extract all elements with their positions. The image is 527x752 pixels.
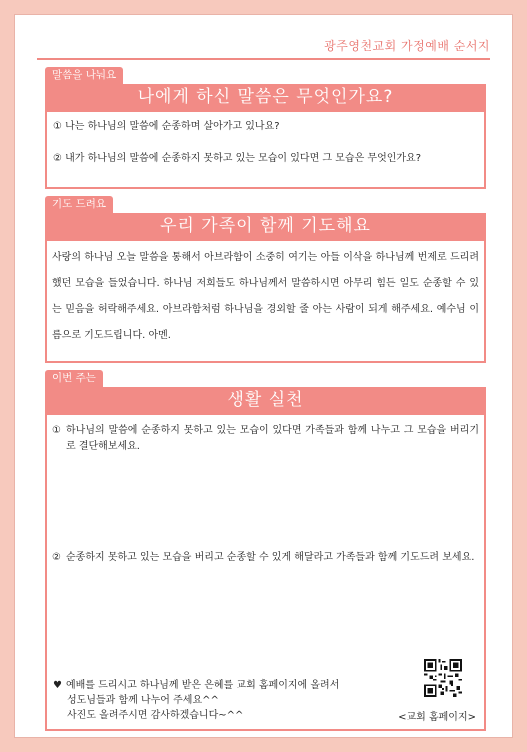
item-number: ② [52,552,61,563]
share-notice [53,678,339,723]
prayer-text: 사랑의 하나님 오늘 말씀을 통해서 아브라함이 소중히 여기는 아들 이삭을 하나님께 번제로 드리려 했던 모습을 들었습니다. 하나님 저희들도 하나님께서 말씀하시면 아무리 힘든 일도 순종할 수 있는 믿음을 허락해주세요. 아브라함처럼 하나님을 경외할 줄 아는 사람이 되게 해주세요. 예수님 이름으로 기도드립니다. 아멘. [52,252,479,341]
notice-line-2: 성도님들과 함께 나누어 주세요^^ [67,695,219,706]
item-text: 순종하지 못하고 있는 모습을 버리고 순종할 수 있게 해달라고 가족들과 함께 기도드려 보세요. [66,552,475,563]
item-number: ① [52,425,61,436]
practice-item-1 [52,423,479,455]
qr-code-icon[interactable] [424,659,462,697]
header-divider [37,58,490,60]
section-banner-word: 나에게 하신 말씀은 무엇인가요? [45,84,486,110]
section-banner-practice: 생활 실천 [45,387,486,413]
item-text: 하나님의 말씀에 순종하지 못하고 있는 모습이 있다면 가족들과 함께 나누고 그 모습을 버리기로 결단해보세요. [66,425,479,452]
practice-box [45,413,486,731]
heart-icon: ♥ [53,680,62,691]
questions-box [45,110,486,189]
question-2: ② 내가 하나님의 말씀에 순종하지 못하고 있는 모습이 있다면 그 모습은 무엇인가요? [53,153,422,164]
notice-line-1: 예배를 드리시고 하나님께 받은 은혜를 교회 홈페이지에 올려서 [65,680,340,691]
homepage-link[interactable]: <교회 홈페이지> [398,712,476,723]
section-tag-prayer: 기도 드려요 [45,196,113,213]
question-1: ① 나는 하나님의 말씀에 순종하며 살아가고 있나요? [53,121,280,132]
sheet-title: 광주영천교회 가정예배 순서지 [324,39,490,53]
section-banner-prayer: 우리 가족이 함께 기도해요 [45,213,486,239]
worship-sheet [14,14,513,738]
section-tag-word: 말씀을 나눠요 [45,67,123,84]
section-tag-practice: 이번 주는 [45,370,103,387]
notice-line-3: 사진도 올려주시면 감사하겠습니다~^^ [67,710,244,721]
practice-item-2 [52,550,479,566]
prayer-box [45,239,486,363]
